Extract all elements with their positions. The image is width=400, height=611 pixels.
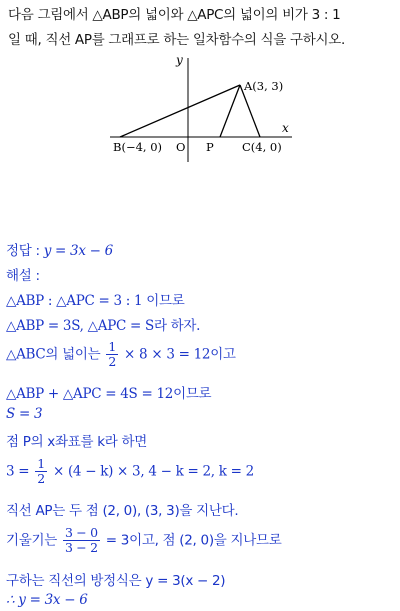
problem-line-1: 다음 그림에서 △ABP의 넓이와 △APC의 넓이의 비가 3 : 1 [8, 7, 341, 23]
point-p-label: P [206, 140, 214, 154]
solution-step-5: S = 3 [6, 406, 43, 422]
step-7-prefix: 3 = [6, 463, 30, 480]
step-3-prefix: △ABC의 넓이는 [6, 346, 101, 363]
x-axis-label: x [282, 121, 289, 135]
solution-step-4: △ABP + △APC = 4S = 12이므로 [6, 386, 212, 402]
fraction-numerator: 1 [108, 339, 117, 354]
solution-step-6: 점 P의 x좌표를 k라 하면 [6, 434, 147, 450]
step-9-suffix: = 3이고, 점 (2, 0)을 지나므로 [105, 532, 282, 549]
y-axis-label: y [176, 53, 183, 67]
solution-label: 해설 : [6, 268, 40, 284]
point-a-label: A(3, 3) [244, 79, 284, 93]
solution-step-9 [6, 526, 281, 555]
fraction-numerator: 3 − 0 [64, 525, 98, 540]
fraction-numerator: 1 [37, 456, 45, 471]
solution-step-7 [6, 457, 254, 486]
segment-ba [120, 85, 240, 137]
fraction-half-2 [35, 457, 47, 486]
fraction-denominator: 3 − 2 [64, 540, 98, 555]
origin-label: O [176, 140, 186, 154]
point-c-label: C(4, 0) [242, 140, 282, 154]
solution-step-1: △ABP : △APC = 3 : 1 이므로 [6, 293, 185, 309]
fraction-half [106, 340, 118, 369]
fraction-denominator: 2 [108, 354, 117, 369]
answer-line [6, 239, 113, 259]
step-7-suffix: × (4 − k) × 3, 4 − k = 2, k = 2 [52, 463, 254, 480]
step-9-prefix: 기울기는 [6, 532, 57, 549]
solution-step-2: △ABP = 3S, △APC = S라 하자. [6, 318, 201, 334]
answer-value: y = 3x − 6 [43, 243, 113, 259]
fraction-denominator: 2 [37, 471, 45, 486]
step-3-suffix: × 8 × 3 = 12이고 [124, 346, 236, 363]
answer-label: 정답 : [6, 243, 40, 259]
fraction-slope [63, 526, 100, 555]
solution-step-11: ∴ y = 3x − 6 [6, 592, 88, 608]
solution-step-8: 직선 AP는 두 점 (2, 0), (3, 3)을 지난다. [6, 503, 239, 519]
problem-line-2: 일 때, 직선 AP를 그래프로 하는 일차함수의 식을 구하시오. [8, 32, 345, 48]
solution-step-3 [6, 340, 236, 369]
coordinate-figure [0, 50, 400, 220]
point-b-label: B(−4, 0) [113, 140, 163, 154]
solution-step-10: 구하는 직선의 방정식은 y = 3(x − 2) [6, 573, 226, 589]
